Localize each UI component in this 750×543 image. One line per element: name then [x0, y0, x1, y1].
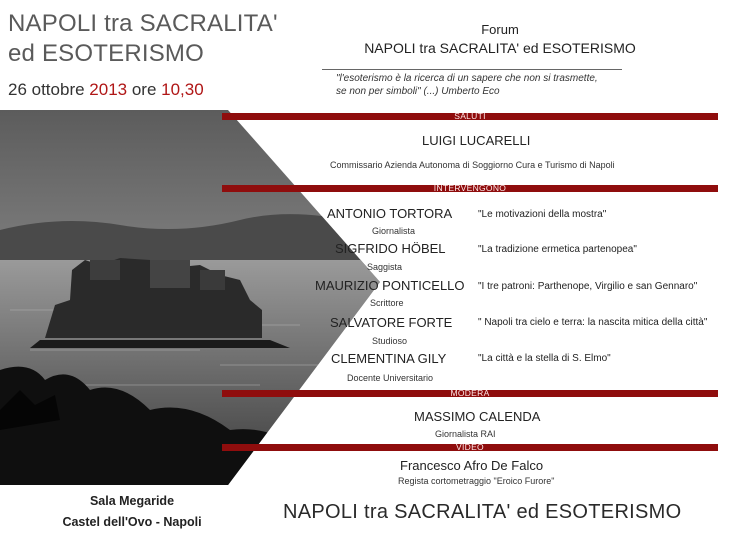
speaker-4-name: SALVATORE FORTE	[330, 315, 453, 330]
speaker-3-name: MAURIZIO PONTICELLO	[315, 278, 465, 293]
date-time: 10,30	[161, 80, 204, 99]
location-hall: Sala Megaride	[89, 494, 175, 508]
speaker-4-role: Studioso	[372, 336, 408, 346]
title-line-1: NAPOLI tra SACRALITA'	[8, 10, 278, 37]
speaker-1-talk: "Le motivazioni della mostra"	[478, 209, 607, 220]
footer-title: NAPOLI tra SACRALITA' ed ESOTERISMO	[283, 501, 682, 523]
date-year: 2013	[89, 80, 128, 99]
speaker-1-name: ANTONIO TORTORA	[327, 206, 453, 221]
section-label-intervengono: INTERVENGONO	[433, 183, 507, 193]
speaker-5-role: Docente Universitario	[347, 373, 434, 383]
castel-dell-ovo-photo	[0, 110, 380, 485]
speaker-2-role: Saggista	[367, 262, 403, 272]
forum-label: Forum	[481, 22, 519, 37]
location-venue: Castel dell'Ovo - Napoli	[62, 515, 202, 529]
saluti-name: LUIGI LUCARELLI	[422, 133, 531, 148]
quote-line-1: "l'esoterismo è la ricerca di un sapere che non si trasmette,	[336, 73, 598, 84]
forum-divider	[322, 69, 622, 70]
forum-title: NAPOLI tra SACRALITA' ed ESOTERISMO	[364, 40, 636, 56]
speaker-5-name: CLEMENTINA GILY	[331, 351, 447, 366]
speaker-3-role: Scrittore	[370, 298, 404, 308]
section-label-video: VIDEO	[456, 442, 484, 452]
section-label-modera: MODERA	[450, 388, 490, 398]
quote-line-2: se non per simboli" (...) Umberto Eco	[336, 86, 500, 97]
moderator-name: MASSIMO CALENDA	[414, 409, 541, 424]
speaker-2-name: SIGFRIDO HÖBEL	[335, 241, 446, 256]
moderator-role: Giornalista RAI	[435, 429, 496, 439]
speaker-1-role: Giornalista	[372, 226, 416, 236]
speaker-2-talk: "La tradizione ermetica partenopea"	[478, 244, 637, 255]
video-author-role: Regista cortometraggio "Eroico Furore"	[398, 476, 555, 486]
speaker-4-talk: " Napoli tra cielo e terra: la nascita mitica della città"	[478, 317, 708, 328]
title-line-2: ed ESOTERISMO	[8, 40, 204, 67]
event-date	[8, 80, 204, 100]
date-prefix: 26 ottobre	[8, 80, 90, 99]
video-author-name: Francesco Afro De Falco	[400, 458, 544, 473]
speaker-5-talk: "La città e la stella di S. Elmo"	[478, 353, 611, 364]
section-label-saluti: SALUTI	[454, 111, 486, 121]
date-time-label: ore	[127, 80, 162, 99]
saluti-role: Commissario Azienda Autonoma di Soggiorno Cura e Turismo di Napoli	[330, 160, 615, 170]
speaker-3-talk: "I tre patroni: Parthenope, Virgilio e san Gennaro"	[478, 281, 698, 292]
